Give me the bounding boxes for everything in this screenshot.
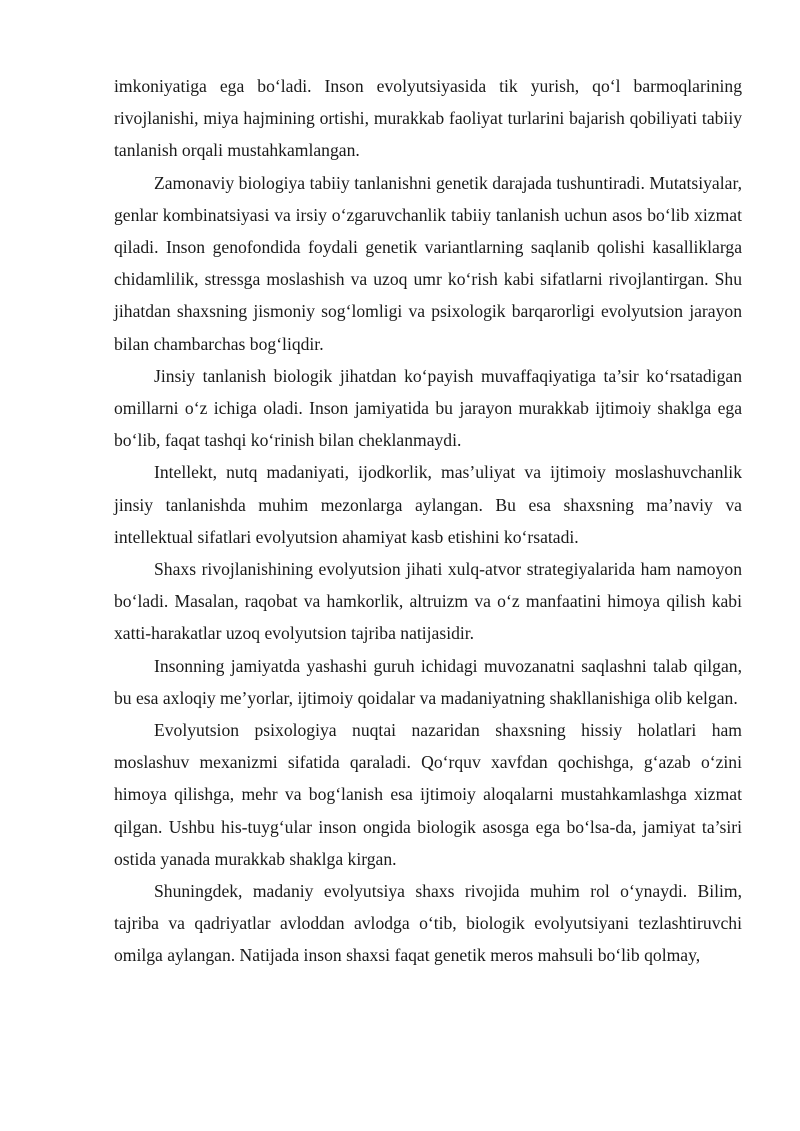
paragraph-modern-biology: Zamonaviy biologiya tabiiy tanlanishni genetik darajada tushuntiradi. Mutatsiyalar, genlar kombinatsiyasi va irsiy o‘zgaruvchanlik tabiiy tanlanish uchun asos bo‘lib xizmat qiladi. Inson genofondida foydali genetik variantlarning saqlanib qolishi kasalliklarga chidamlilik, stressga moslashish va uzoq umr ko‘rish kabi sifatlarni rivojlantirgan. Shu jihatdan shaxsning jismoniy sog‘lomligi va psixologik barqarorligi evolyutsion jarayon bilan chambarchas bog‘liqdir. [114, 172, 742, 354]
paragraph-behavior-strategies: Shaxs rivojlanishining evolyutsion jihati xulq-atvor strategiyalarida ham namoyon bo‘ladi. Masalan, raqobat va hamkorlik, altruizm va o‘z manfaatini himoya qilish kabi xatti-harakatlar uzoq evolyutsion tajriba natijasidir. [114, 559, 742, 644]
paragraph-continuation: imkoniyatiga ega bo‘ladi. Inson evolyutsiyasida tik yurish, qo‘l barmoqlarining rivojlanishi, miya hajmining ortishi, murakkab faoliyat turlarini bajarish qobiliyati tabiiy tanlanish orqali mustahkamlangan. [114, 76, 742, 161]
paragraph-evolutionary-psychology: Evolyutsion psixologiya nuqtai nazaridan shaxsning hissiy holatlari ham moslashuv mexanizmi sifatida qaraladi. Qo‘rquv xavfdan qochishga, g‘azab o‘zini himoya qilishga, mehr va bog‘lanish esa ijtimoiy aloqalarni mustahkamlashga xizmat qilgan. Ushbu his-tuyg‘ular inson ongida biologik asosga ega bo‘lsa-da, jamiyat ta’siri ostida yanada murakkab shaklga kirgan. [114, 720, 742, 869]
paragraph-society: Insonning jamiyatda yashashi guruh ichidagi muvozanatni saqlashni talab qilgan, bu esa axloqiy me’yorlar, ijtimoiy qoidalar va madaniyatning shakllanishiga olib kelgan. [114, 655, 742, 708]
paragraph-intellect: Intellekt, nutq madaniyati, ijodkorlik, mas’uliyat va ijtimoiy moslashuvchanlik jinsiy tanlanishda muhim mezonlarga aylangan. Bu esa shaxsning ma’naviy va intellektual sifatlari evolyutsion ahamiyat kasb etishini ko‘rsatadi. [114, 462, 742, 547]
document-page [114, 70, 742, 972]
paragraph-cultural-evolution: Shuningdek, madaniy evolyutsiya shaxs rivojida muhim rol o‘ynaydi. Bilim, tajriba va qadriyatlar avloddan avlodga o‘tib, biologik evolyutsiyani tezlashtiruvchi omilga aylangan. Natijada inson shaxsi faqat genetik meros mahsuli bo‘lib qolmay, [114, 881, 742, 966]
paragraph-sexual-selection: Jinsiy tanlanish biologik jihatdan ko‘payish muvaffaqiyatiga ta’sir ko‘rsatadigan omillarni o‘z ichiga oladi. Inson jamiyatida bu jarayon murakkab ijtimoiy shaklga ega bo‘lib, faqat tashqi ko‘rinish bilan cheklanmaydi. [114, 365, 742, 451]
